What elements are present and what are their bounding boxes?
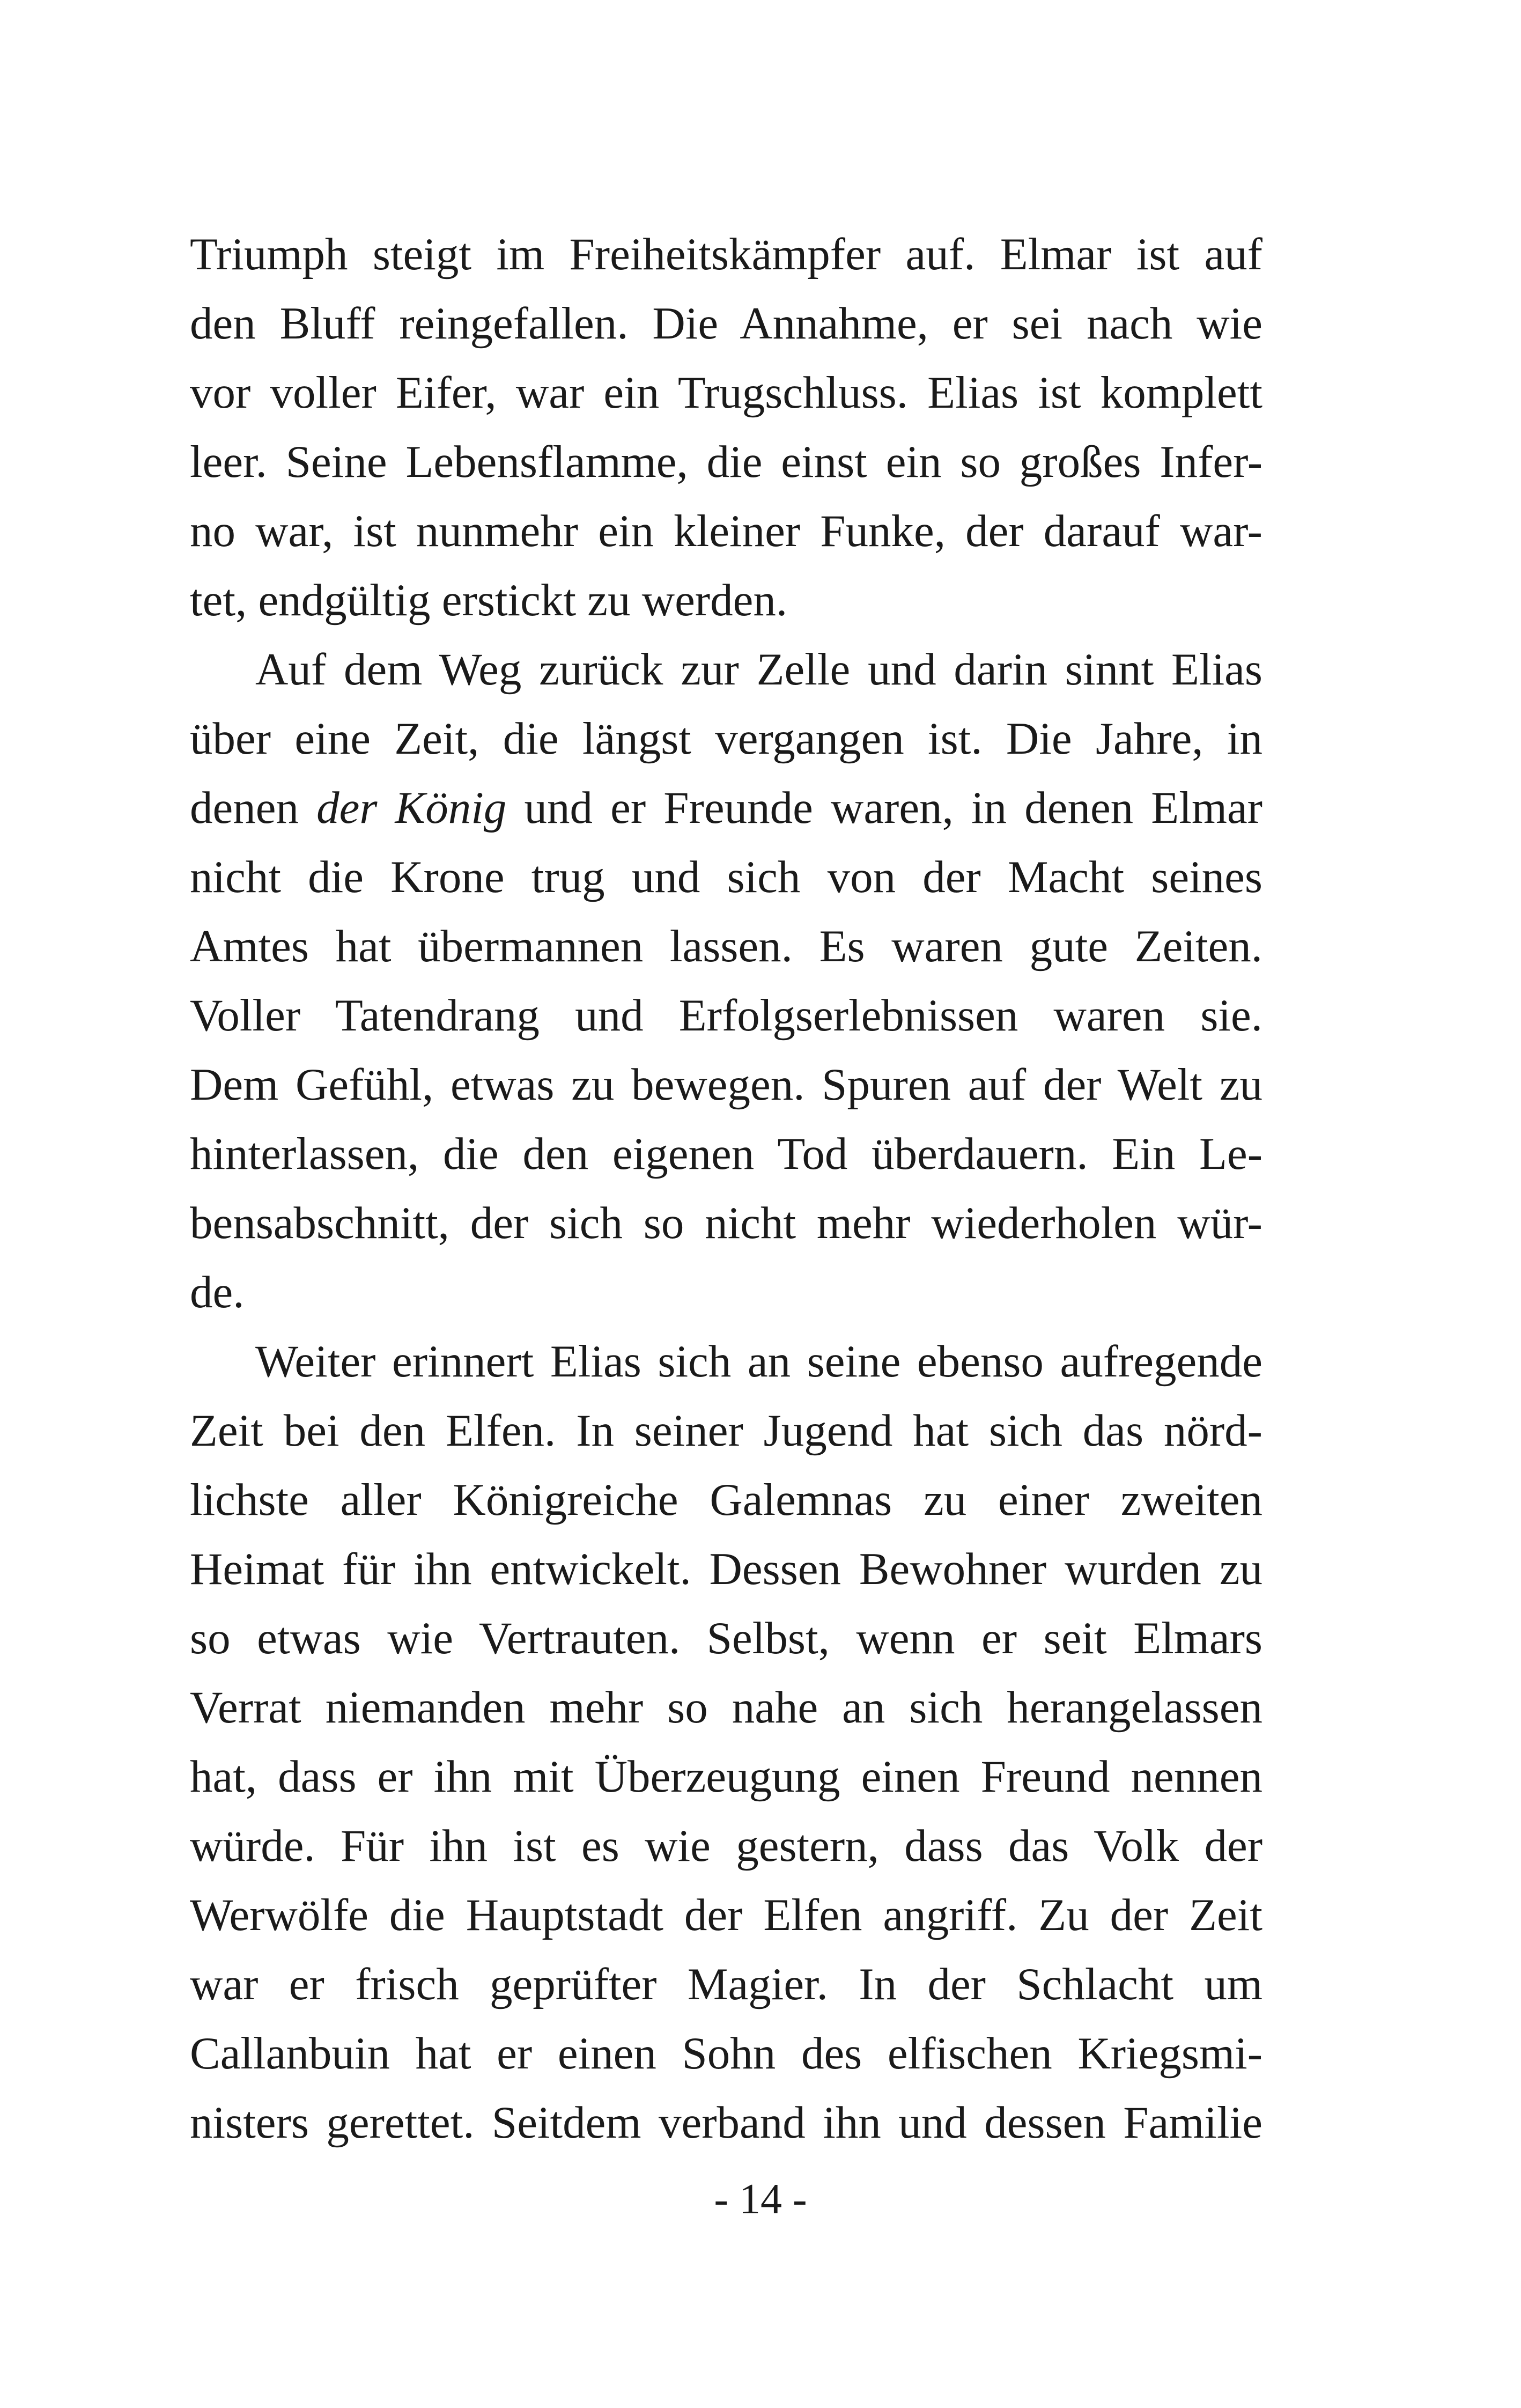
- text-line: Dem Gefühl, etwas zu bewegen. Spuren auf der Welt zu: [190, 1059, 1262, 1110]
- text-line: Triumph steigt im Freiheitskämpfer auf. Elmar ist auf: [190, 229, 1262, 279]
- text-line: de.: [190, 1267, 245, 1317]
- page-number: - 14 -: [714, 2176, 807, 2223]
- text-line: nisters gerettet. Seitdem verband ihn und dessen Familie: [190, 2097, 1262, 2148]
- text-line: Zeit bei den Elfen. In seiner Jugend hat sich das nörd-: [190, 1405, 1262, 1456]
- text-fragment: und er Freunde waren, in denen Elmar: [506, 783, 1262, 833]
- text-line: Auf dem Weg zurück zur Zelle und darin sinnt Elias: [255, 644, 1262, 695]
- text-line: hat, dass er ihn mit Überzeugung einen Freund nennen: [190, 1751, 1262, 1802]
- text-line-with-italic: [190, 774, 1262, 843]
- text-line: Amtes hat übermannen lassen. Es waren gute Zeiten.: [190, 921, 1262, 971]
- text-line: Voller Tatendrang und Erfolgserlebnissen waren sie.: [190, 990, 1262, 1041]
- text-line: den Bluff reingefallen. Die Annahme, er sei nach wie: [190, 298, 1262, 349]
- text-line: Weiter erinnert Elias sich an seine ebenso aufregende: [255, 1336, 1262, 1387]
- italic-phrase: der König: [316, 783, 507, 833]
- text-line: hinterlassen, die den eigenen Tod überdauern. Ein Le-: [190, 1129, 1262, 1179]
- text-line: würde. Für ihn ist es wie gestern, dass das Volk der: [190, 1821, 1262, 1871]
- text-line: so etwas wie Vertrauten. Selbst, wenn er seit Elmars: [190, 1613, 1262, 1663]
- text-line: war er frisch geprüfter Magier. In der Schlacht um: [190, 1959, 1262, 2009]
- text-line: Heimat für ihn entwickelt. Dessen Bewohner wurden zu: [190, 1544, 1262, 1594]
- text-fragment: denen: [190, 783, 317, 833]
- body-text: [190, 220, 1262, 2157]
- text-line: leer. Seine Lebensflamme, die einst ein so großes Infer-: [190, 437, 1262, 487]
- text-line: über eine Zeit, die längst vergangen ist. Die Jahre, in: [190, 713, 1262, 764]
- text-line: Verrat niemanden mehr so nahe an sich herangelassen: [190, 1682, 1262, 1733]
- text-line: tet, endgültig erstickt zu werden.: [190, 575, 788, 625]
- text-line: Callanbuin hat er einen Sohn des elfischen Kriegsmi-: [190, 2028, 1262, 2079]
- text-line: lichste aller Königreiche Galemnas zu einer zweiten: [190, 1475, 1262, 1525]
- text-line: bensabschnitt, der sich so nicht mehr wiederholen wür-: [190, 1198, 1262, 1248]
- text-line: Werwölfe die Hauptstadt der Elfen angriff. Zu der Zeit: [190, 1890, 1262, 1940]
- text-line: vor voller Eifer, war ein Trugschluss. Elias ist komplett: [190, 367, 1262, 418]
- text-line: no war, ist nunmehr ein kleiner Funke, der darauf war-: [190, 506, 1262, 556]
- text-line: nicht die Krone trug und sich von der Macht seines: [190, 852, 1262, 902]
